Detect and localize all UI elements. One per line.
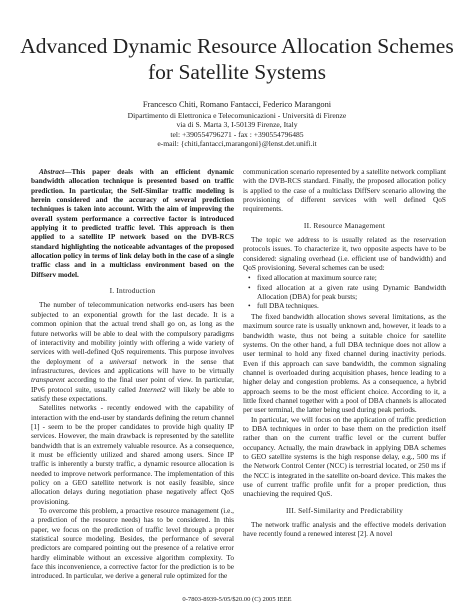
intro-p1-text-a: The number of telecommunication networks end-users has been subjected to an exponential growth for the last decade. It is a common opinion that the actual trend shall go on, as long as the future networks will be able to deal with the compulsory paradigms of interactivity and mobility jointly with offering a wide variety of services with well-defined QoS requirements. This purpose involves the deployment of a <box>31 300 234 366</box>
author-department: Dipartimento di Elettronica e Telecomunicazioni - Università di Firenze <box>127 110 347 120</box>
section-heading-introduction: I. Introduction <box>109 286 156 296</box>
self-similarity-paragraph-1: The network traffic analysis and the effective models derivation have recently found a renewed interest [2]. A novel <box>243 520 446 539</box>
section-heading-self-similarity: III. Self-Similarity and Predictability <box>286 505 403 515</box>
intro-p1-emphasis-universal: universal <box>109 356 137 366</box>
abstract-lead: Abstract <box>39 167 65 176</box>
author-block <box>20 100 454 149</box>
list-item: • fixed allocation at maximum source rate; <box>257 273 446 282</box>
left-column <box>31 167 234 581</box>
paper-title <box>20 33 454 85</box>
title-line-2: for Satellite Systems <box>148 60 326 84</box>
intro-p1-text-c: according to the final user point of view. In particular, IPv6 protocol suite, usually called <box>31 375 234 394</box>
resource-paragraph-3: In particular, we will focus on the application of traffic prediction to DBA techniques in order to base them on the prediction itself rather than on the current traffic level or the current buffer occupancy. Actually, the main drawback in applying DBA schemes to GEO satellite systems is the high response delay, e.g., 500 ms if the Network Control Center (NCC) is terrestrial located, or 250 ms if the NCC is integrated in the satellite on-board device. This makes the use of current traffic profile unfit for a proper prediction, thus unachieving the required QoS. <box>243 414 446 499</box>
right-column <box>243 167 446 539</box>
abstract-text: —This paper deals with an efficient dynamic bandwidth allocation technique is presented based on traffic prediction. In particular, the Self-Similar traffic modeling is herein considered and the accuracy of several prediction techniques is taken into account. With the aim of improving the overall system performance a corrective factor is introduced applying it to predicted traffic level. This approach is then applied to a satellite IP network based on the DVB-RCS standard highlighting the noticeable advantages of the proposed allocation policy in terms of link delay both in the case of a single traffic class and in a multiclass environment based on the Diffserv model. <box>31 167 234 279</box>
intro-p1-emphasis-internet2: Internet2 <box>138 384 166 394</box>
intro-paragraph-3: To overcome this problem, a proactive resource management (i.e., a prediction of the resource needs) has to be considered. In this paper, we focus on the prediction of traffic level through a proper statistical source modeling. Besides, the performance of several predictors are compared pointing out the presence of a relative error hardly eliminable without an excessive algorithm complexity. To face this inconvenience, a corrective factor for the prediction is to be introduced. In particular, we derive a general rule optimized for the <box>31 506 234 581</box>
intro-continued-paragraph: communication scenario represented by a satellite network compliant with the DVB-RCS standard. Finally, the proposed allocation policy is applied to the case of a multiclass DiffServ scenario allowing the provisioning of different services with well defined QoS requirements. <box>243 167 446 214</box>
resource-paragraph-2: The fixed bandwidth allocation shows several limitations, as the maximum source rate is usually unknown and, however, it leads to a bandwidth waste, thus not being a suitable choice for satellite systems. On the other hand, a full DBA technique does not allow a user terminal to hold any fixed channel during inactivity periods. Even if this approach can save bandwidth, the common signaling channel is overloaded during acquisition phases, hence leading to a higher delay and congestion problems. As a consequence, a hybrid approach seems to be the most efficient choice. According to it, a little fixed channel together with a pool of DBA channels is allocated per user terminal, the latter being used during peak periods. <box>243 311 446 415</box>
intro-paragraph-1 <box>31 300 234 403</box>
intro-p1-text-d: will likely be able to satisfy these expectations. <box>31 384 235 403</box>
intro-p1-text-b: network in the sense that infrastructures, devices and applications will have to be virtually <box>31 356 235 375</box>
author-address: via di S. Marta 3, I-50139 Firenze, Italy <box>176 120 298 130</box>
allocation-scheme-list <box>243 273 446 310</box>
resource-paragraph-1: The topic we address to is usually related as the reservation protocols issues. To characterize it, two opposite aspects have to be considered: signaling overhead (i.e. efficient use of bandwidth) and QoS provisioning. Several schemes can be used: <box>243 235 446 273</box>
copyright-footer: 0-7803-8939-5/05/$20.00 (C) 2005 IEEE <box>182 596 292 603</box>
author-names: Francesco Chiti, Romano Fantacci, Federico Marangoni <box>142 100 332 109</box>
section-heading-resource-management: II. Resource Management <box>303 220 386 230</box>
author-phone: tel: +390554796271 - fax : +390554796485 <box>170 129 304 139</box>
intro-paragraph-2: Satellites networks - recently endowed with the capability of interaction with the end-user by standards defining the return channel [1] - seem to be the proper candidates to provide high quality IP services. However, the main drawback is represented by the satellite bandwidth that is an extremely valuable resource. As a consequence, it must be efficiently utilized and shared among users. Since IP traffic is inherently a bursty traffic, a dynamic resource allocation is needed to improve network performance. The implementation of this policy on a GEO satellite network is not easily feasible, since allocation delays during negotiation phase negatively affect QoS provisioning. <box>31 403 234 506</box>
title-line-1: Advanced Dynamic Resource Allocation Schemes <box>20 34 454 58</box>
abstract <box>31 167 234 279</box>
list-item: • full DBA techniques. <box>257 301 446 310</box>
intro-p1-emphasis-transparent: transparent <box>31 375 65 385</box>
author-email: e-mail: {chiti,fantacci,marangoni}@lenst.det.unifi.it <box>157 139 317 149</box>
list-item: • fixed allocation at a given rate using Dynamic Bandwidth Allocation (DBA) for peak bursts; <box>257 283 446 302</box>
